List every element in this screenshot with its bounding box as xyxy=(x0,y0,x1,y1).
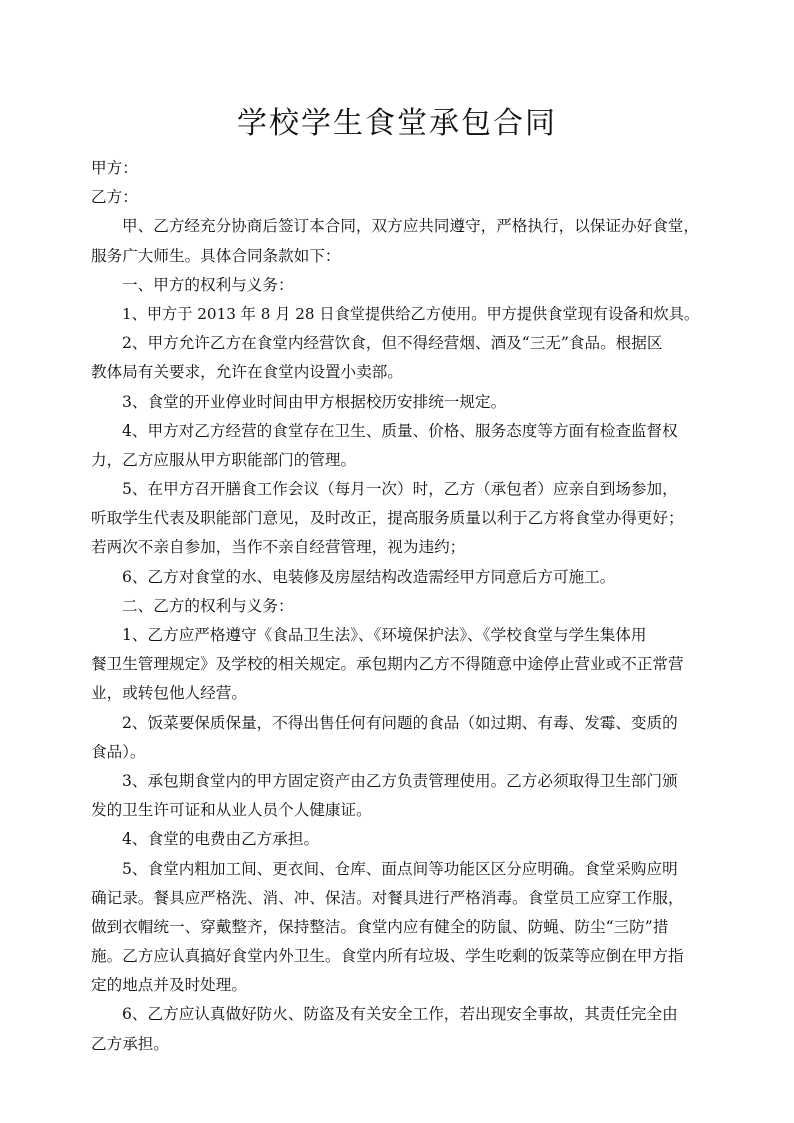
text-line: 6、乙方应认真做好防火、防盗及有关安全工作，若出现安全事故，其责任完全由 xyxy=(122,1005,678,1024)
text-line: 1、甲方于 2013 年 8 月 28 日食堂提供给乙方使用。甲方提供食堂现有设备和炊具。 xyxy=(122,304,700,323)
text-line: 若两次不亲自参加，当作不亲自经营管理，视为违约； xyxy=(91,538,466,557)
text-line: 业，或转包他人经营。 xyxy=(91,684,247,703)
text-line: 3、承包期食堂内的甲方固定资产由乙方负责管理使用。乙方必须取得卫生部门颁 xyxy=(122,771,678,790)
document-title: 学校学生食堂承包合同 xyxy=(237,106,557,141)
text-line: 定的地点并及时处理。 xyxy=(91,976,247,995)
text-line: 乙方： xyxy=(91,188,138,207)
text-line: 5、食堂内粗加工间、更衣间、仓库、面点间等功能区区分应明确。食堂采购应明 xyxy=(122,859,678,878)
text-line: 5、在甲方召开膳食工作会议（每月一次）时，乙方（承包者）应亲自到场参加， xyxy=(122,480,678,499)
text-line: 二、乙方的权利与义务： xyxy=(122,596,294,615)
text-line: 施。乙方应认真搞好食堂内外卫生。食堂内所有垃圾、学生吃剩的饭菜等应倒在甲方指 xyxy=(91,947,684,966)
text-line: 4、食堂的电费由乙方承担。 xyxy=(122,830,320,849)
text-line: 3、食堂的开业停业时间由甲方根据校历安排统一规定。 xyxy=(122,392,507,411)
text-line: 4、甲方对乙方经营的食堂存在卫生、质量、价格、服务态度等方面有检查监督权 xyxy=(122,421,678,440)
text-line: 一、甲方的权利与义务： xyxy=(122,275,294,294)
text-line: 食品）。 xyxy=(91,742,146,761)
text-line: 确记录。餐具应严格洗、消、冲、保洁。对餐具进行严格消毒。食堂员工应穿工作服， xyxy=(91,888,684,907)
text-line: 2、饭菜要保质保量，不得出售任何有问题的食品（如过期、有毒、发霉、变质的 xyxy=(122,713,678,732)
text-line: 力，乙方应服从甲方职能部门的管理。 xyxy=(91,450,357,469)
text-line: 甲方： xyxy=(91,159,138,177)
contract-body xyxy=(91,154,706,1059)
text-line: 发的卫生许可证和从业人员个人健康证。 xyxy=(91,801,372,820)
text-line: 教体局有关要求，允许在食堂内设置小卖部。 xyxy=(91,363,403,382)
text-line: 2、甲方允许乙方在食堂内经营饮食，但不得经营烟、酒及“三无”食品。根据区 xyxy=(122,334,663,353)
text-line: 甲、乙方经充分协商后签订本合同，双方应共同遵守，严格执行，以保证办好食堂， xyxy=(122,217,699,236)
text-line: 服务广大师生。具体合同条款如下： xyxy=(91,246,341,265)
text-line: 做到衣帽统一、穿戴整齐，保持整洁。食堂内应有健全的防鼠、防蝇、防尘“三防”措 xyxy=(91,917,669,936)
text-line: 乙方承担。 xyxy=(91,1034,169,1053)
text-line: 6、乙方对食堂的水、电装修及房屋结构改造需经甲方同意后方可施工。 xyxy=(122,567,616,586)
text-line: 餐卫生管理规定》及学校的相关规定。承包期内乙方不得随意中途停止营业或不正常营 xyxy=(91,655,684,674)
text-line: 1、乙方应严格遵守《食品卫生法》、《环境保护法》、《学校食堂与学生集体用 xyxy=(122,626,647,644)
text-line: 听取学生代表及职能部门意见，及时改正，提高服务质量以利于乙方将食堂办得更好； xyxy=(91,509,684,528)
